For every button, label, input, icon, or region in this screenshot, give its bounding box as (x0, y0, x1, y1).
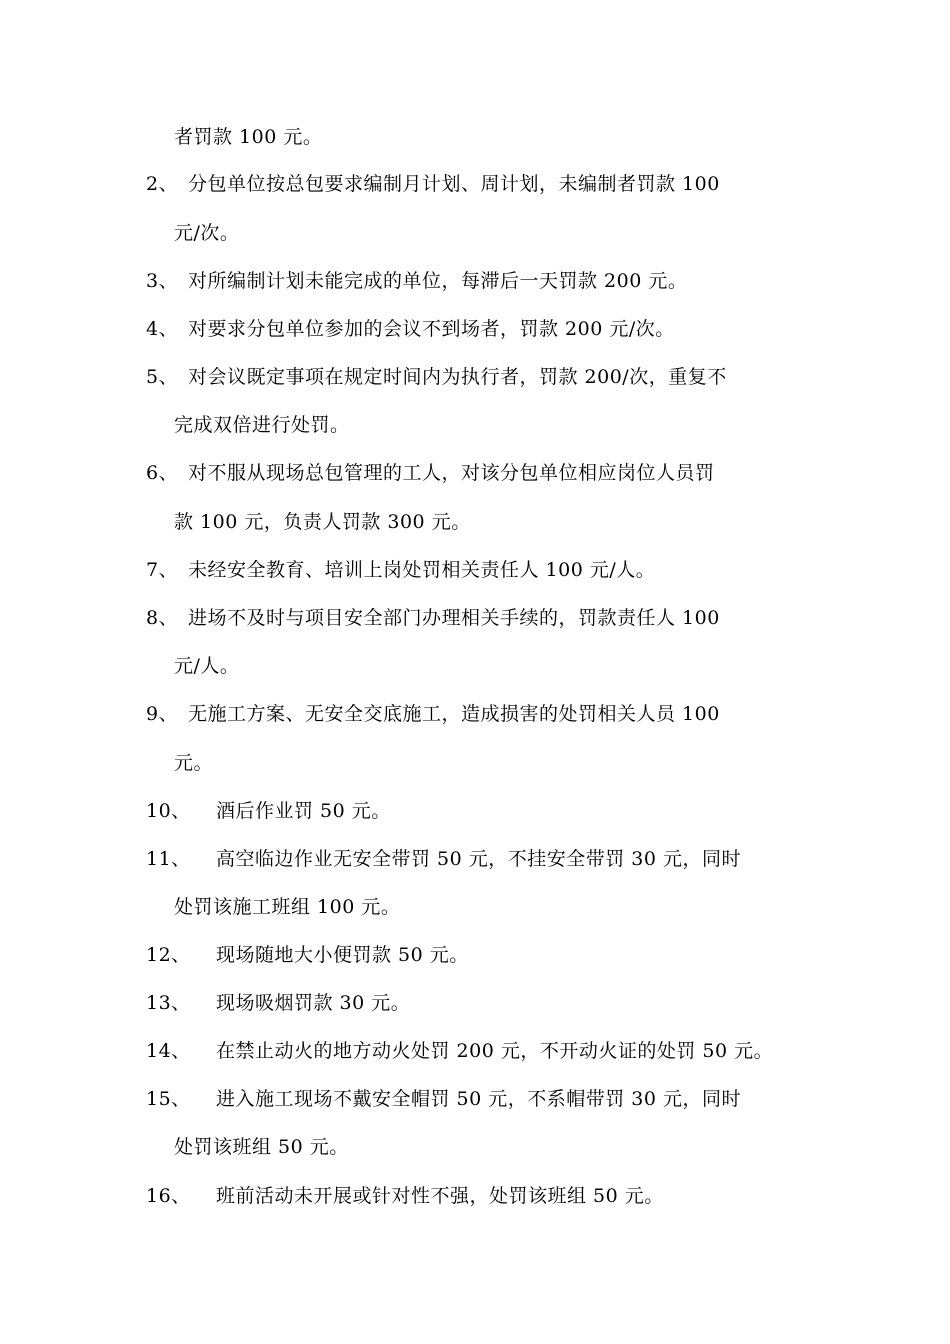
item-number: 13、 (146, 992, 191, 1014)
line-text: 对要求分包单位参加的会议不到场者，罚款 200 元/次。 (188, 318, 675, 340)
item-number: 6、 (146, 462, 179, 484)
line-14 (174, 751, 213, 775)
item-number: 3、 (146, 270, 179, 292)
line-20 (146, 1039, 773, 1063)
line-3 (174, 221, 239, 245)
line-text: 未经安全教育、培训上岗处罚相关责任人 100 元/人。 (188, 559, 656, 581)
line-19 (146, 991, 410, 1015)
item-number: 8、 (146, 607, 179, 629)
line-text: 处罚该施工班组 100 元。 (174, 896, 401, 918)
line-text: 者罚款 100 元。 (174, 126, 323, 148)
line-text: 元/次。 (174, 222, 240, 244)
line-21 (146, 1087, 741, 1111)
line-11 (146, 606, 720, 630)
line-2 (146, 172, 720, 196)
line-text: 班前活动未开展或针对性不强，处罚该班组 50 元。 (216, 1185, 664, 1207)
line-text: 进场不及时与项目安全部门办理相关手续的，罚款责任人 100 (188, 607, 720, 629)
line-22 (174, 1135, 349, 1159)
line-text: 处罚该班组 50 元。 (174, 1136, 349, 1158)
line-text: 分包单位按总包要求编制月计划、周计划，未编制者罚款 100 (188, 173, 720, 195)
item-number: 7、 (146, 559, 179, 581)
line-7 (174, 413, 350, 437)
line-17 (174, 895, 400, 919)
line-text: 现场随地大小便罚款 50 元。 (216, 944, 469, 966)
item-number: 2、 (146, 173, 179, 195)
line-text: 完成双倍进行处罚。 (174, 414, 350, 436)
line-18 (146, 943, 469, 967)
line-text: 酒后作业罚 50 元。 (216, 800, 391, 822)
line-10 (146, 558, 655, 582)
item-number: 14、 (146, 1040, 191, 1062)
line-6 (146, 365, 727, 389)
line-16 (146, 847, 741, 871)
line-13 (146, 702, 720, 726)
line-text: 元。 (174, 752, 214, 774)
item-number: 9、 (146, 703, 179, 725)
line-9 (174, 510, 471, 534)
item-number: 10、 (146, 800, 191, 822)
line-1 (174, 125, 322, 149)
line-4 (146, 269, 687, 293)
line-12 (174, 654, 239, 678)
line-text: 进入施工现场不戴安全帽罚 50 元，不系帽带罚 30 元，同时 (216, 1088, 742, 1110)
item-number: 12、 (146, 944, 191, 966)
line-text: 在禁止动火的地方动火处罚 200 元，不开动火证的处罚 50 元。 (216, 1040, 774, 1062)
line-text: 对不服从现场总包管理的工人，对该分包单位相应岗位人员罚 (188, 462, 715, 484)
item-number: 4、 (146, 318, 179, 340)
line-text: 款 100 元，负责人罚款 300 元。 (174, 511, 471, 533)
line-text: 对会议既定事项在规定时间内为执行者，罚款 200/次，重复不 (188, 366, 727, 388)
line-text: 对所编制计划未能完成的单位，每滞后一天罚款 200 元。 (188, 270, 688, 292)
item-number: 16、 (146, 1185, 191, 1207)
item-number: 5、 (146, 366, 179, 388)
line-5 (146, 317, 675, 341)
item-number: 11、 (146, 848, 191, 870)
line-23 (146, 1184, 664, 1208)
line-8 (146, 461, 715, 485)
item-number: 15、 (146, 1088, 191, 1110)
line-text: 无施工方案、无安全交底施工，造成损害的处罚相关人员 100 (188, 703, 720, 725)
line-text: 高空临边作业无安全带罚 50 元，不挂安全带罚 30 元，同时 (216, 848, 742, 870)
line-text: 元/人。 (174, 655, 240, 677)
line-15 (146, 799, 391, 823)
line-text: 现场吸烟罚款 30 元。 (216, 992, 411, 1014)
